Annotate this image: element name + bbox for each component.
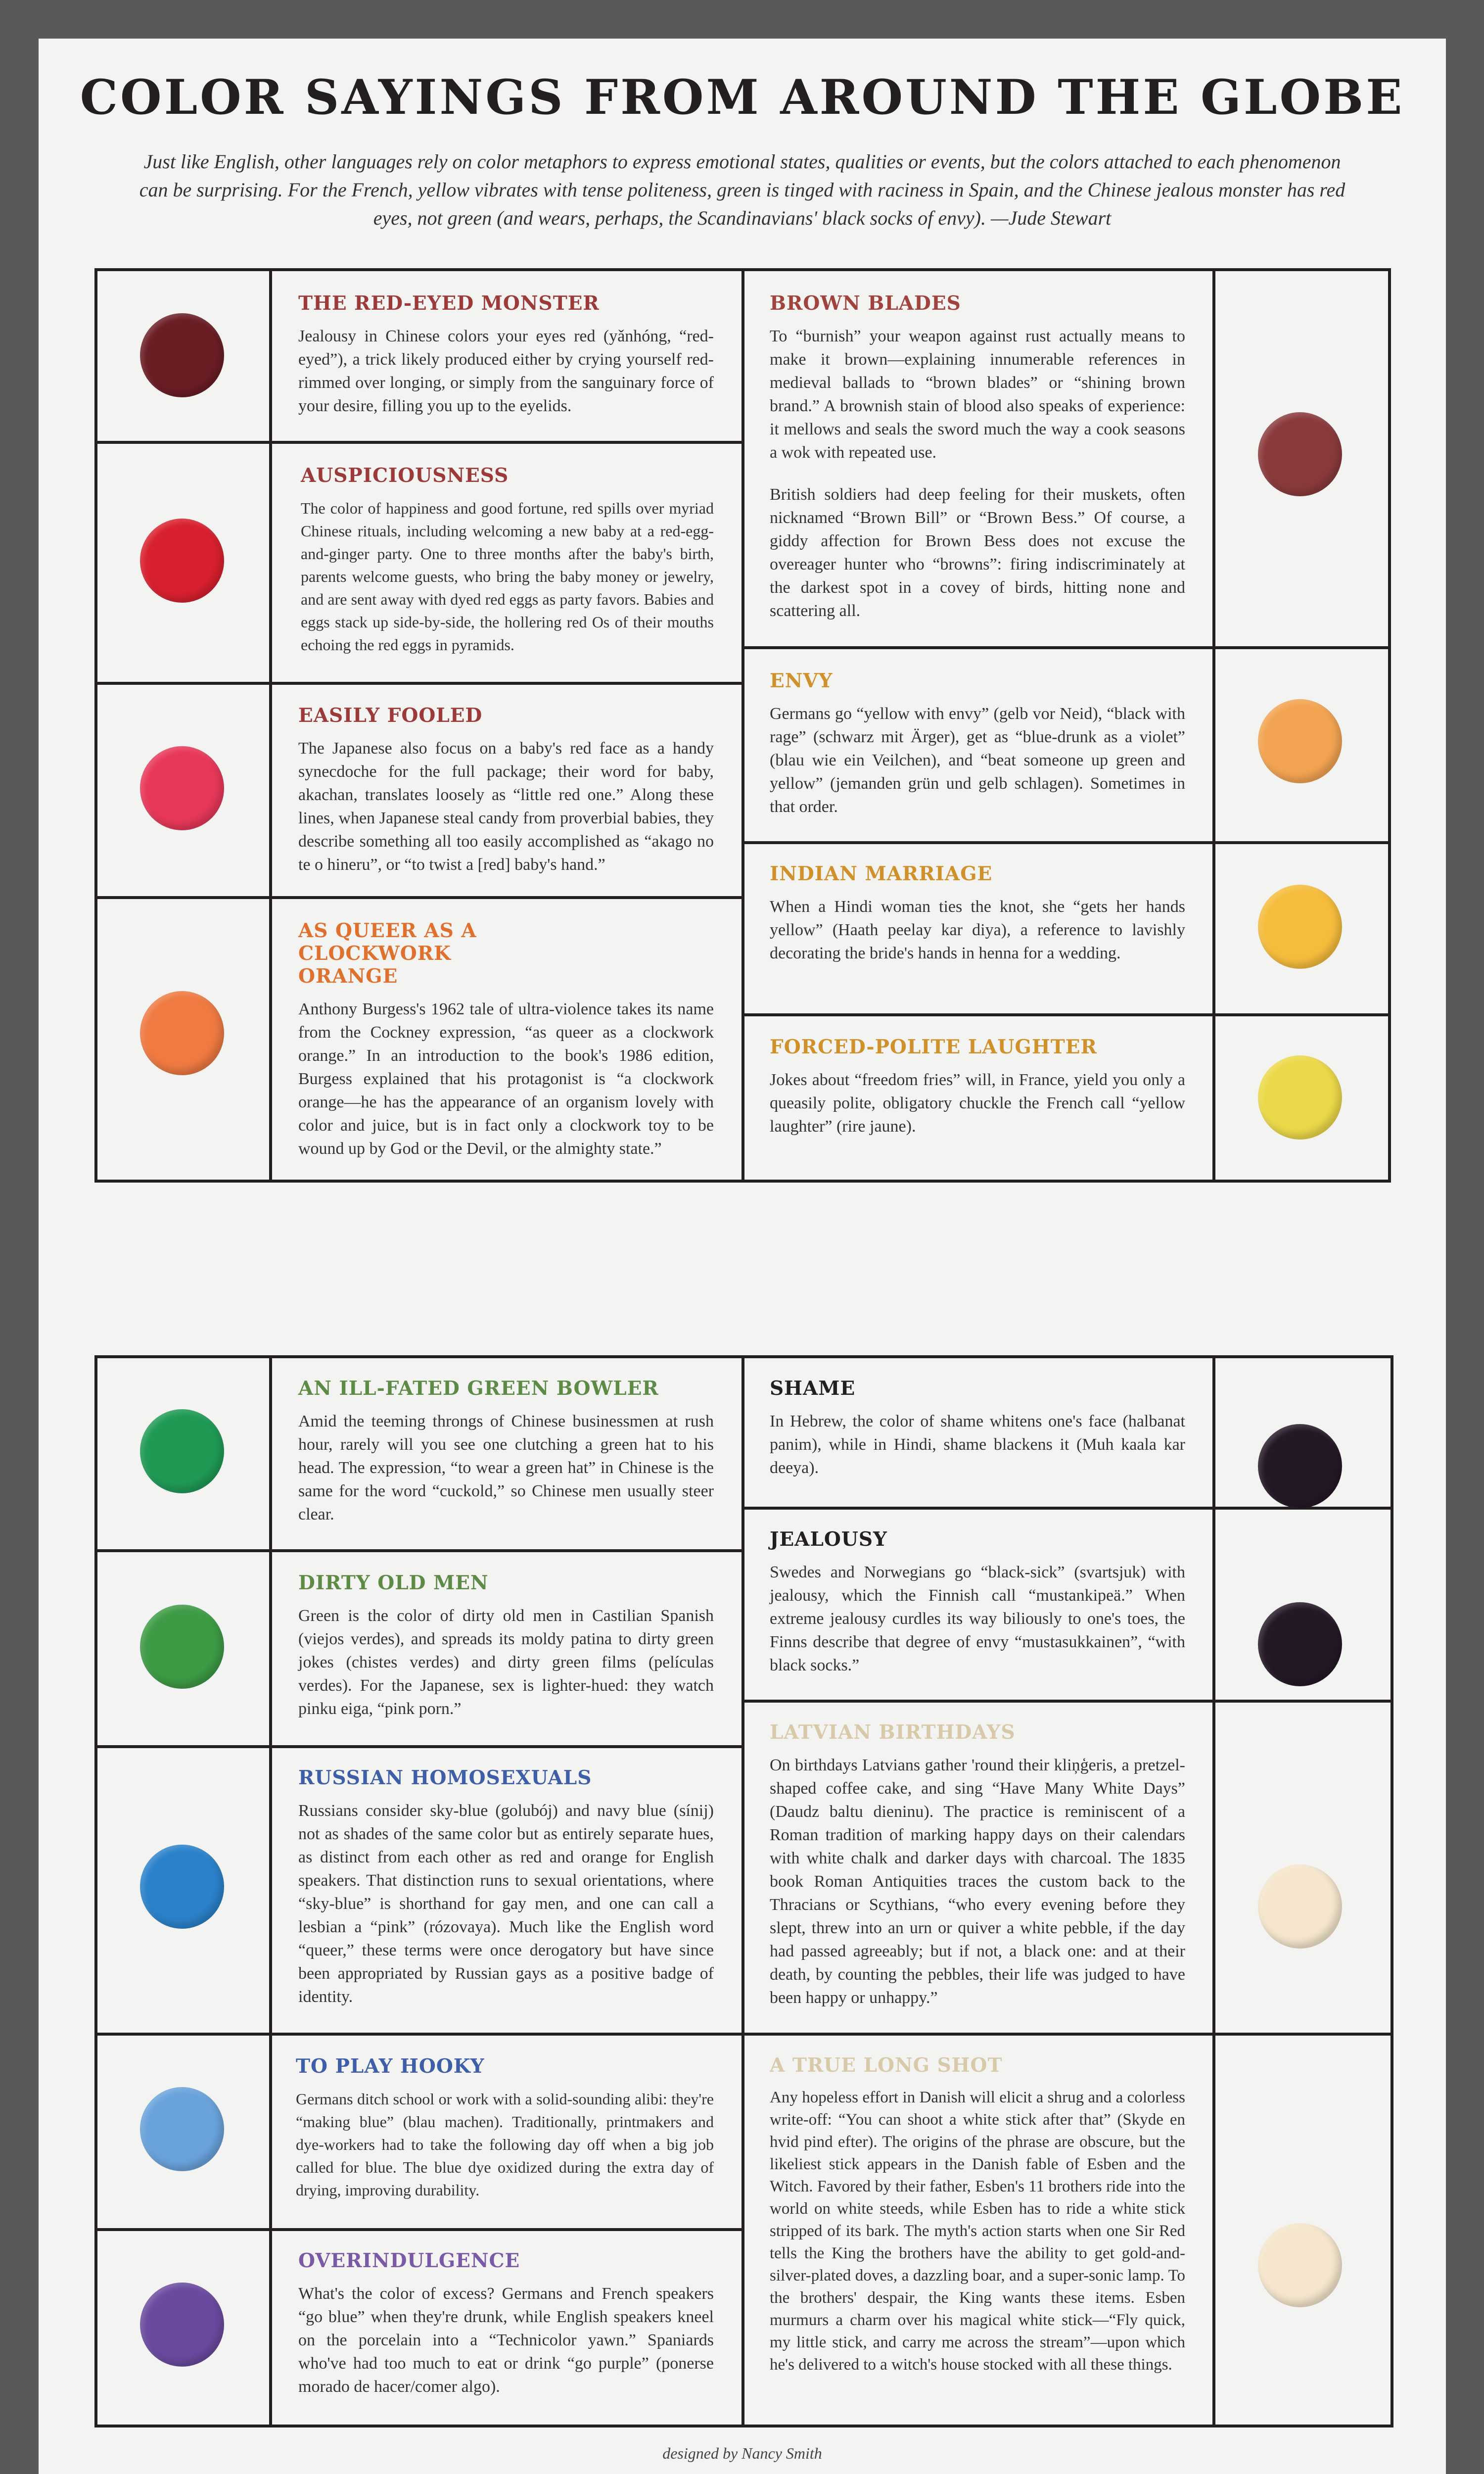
divider	[94, 1745, 743, 1748]
poster-sheet	[39, 39, 1446, 2474]
saying-text: To “burnish” your weapon against rust actually means to make it brown—explaining innumerable references in medieval ballads to “brown blades” or “shining brown brand.” A brownish stain of blood also speaks of experience: it mellows and seals the sword much the way a cook seasons a wok with repeated use.	[770, 327, 1185, 462]
saying-forced-laughter	[770, 1036, 1185, 1138]
page-title: COLOR SAYINGS FROM AROUND THE GLOBE	[80, 69, 1405, 125]
saying-latvian	[770, 1721, 1185, 2009]
divider	[742, 2033, 1393, 2036]
saying-shame	[770, 1377, 1185, 1479]
color-swatch	[1258, 885, 1342, 969]
saying-clockwork-orange	[298, 919, 714, 1160]
saying-title: LATVIAN BIRTHDAYS	[770, 1721, 1016, 1744]
designer-credit: designed by Nancy Smith	[662, 2444, 822, 2462]
divider	[94, 441, 743, 444]
color-swatch	[1258, 412, 1342, 496]
saying-title: AS QUEER AS A CLOCKWORK ORANGE	[298, 919, 477, 988]
color-swatch	[1258, 1055, 1342, 1140]
saying-text: The color of happiness and good fortune, red spills over myriad Chinese rituals, including welcoming a new baby at a red-egg-and-ginger party. One to three months after the baby's birth, parents welcome guests, who bring the baby money or jewelry, and are sent away with dyed red eggs as party favors. Babies and eggs stack up side-by-side, the hollering red Os of their mouths echoing the red eggs in pyramids.	[301, 499, 714, 654]
saying-title: A TRUE LONG SHOT	[770, 2054, 1003, 2077]
saying-text: Any hopeless effort in Danish will elicit a shrug and a colorless write-off: “You can shoot a white stick after that” (Skyde en hvid pind efter). The origins of the phrase are obscure, but the likeliest stick appears in the Danish fable of Esben and the Witch. Favored by their father, Esben's 11 brothers ride into the world on white steeds, while Esben has to ride a white stick stripped of its bark. The myth's action starts when one Sir Red tells the King the brothers have the ability to get gold-and-silver-plated doves, a dazzling boar, and a super-sonic lamp. To the brothers' despair, the King wants these items. Esben murmurs a charm over his magical white stick—“Fly quick, my little stick, and carry me across the stream”—upon which he's delivered to a witch's house stocked with all these things.	[770, 2089, 1185, 2374]
saying-text: Swedes and Norwegians go “black-sick” (svartsjuk) with jealousy, which the Finnish call “mustankipeä.” When extreme jealousy curdles its way biliously to one's toes, the Finns describe that degree of envy “mustasukkainen”, “with black socks.”	[770, 1563, 1185, 1674]
saying-easily-fooled	[298, 704, 714, 876]
saying-title: EASILY FOOLED	[298, 704, 483, 727]
saying-text: Jokes about “freedom fries” will, in France, yield you only a queasily polite, obligatory chuckle the French call “yellow laughter” (rire jaune).	[770, 1071, 1185, 1136]
saying-auspiciousness	[301, 464, 714, 656]
color-swatch	[140, 2283, 224, 2367]
saying-envy	[770, 669, 1185, 818]
saying-title: BROWN BLADES	[770, 292, 961, 315]
divider	[94, 2033, 743, 2036]
divider	[742, 1013, 1391, 1016]
divider	[742, 646, 1391, 649]
saying-text: What's the color of excess? Germans and French speakers “go blue” when they're drunk, while English speakers kneel on the porcelain into a “Technicolor yawn.” Spaniards who've had too much to eat or drink “go purple” (ponerse morado de hacer/comer algo).	[298, 2284, 714, 2396]
color-swatch	[140, 746, 224, 830]
saying-brown-blades	[770, 292, 1185, 622]
color-swatch	[140, 519, 224, 603]
saying-title: TO PLAY HOOKY	[296, 2055, 485, 2078]
divider	[94, 896, 743, 899]
saying-title: INDIAN MARRIAGE	[770, 862, 993, 885]
color-swatch	[1258, 1424, 1342, 1508]
saying-text: Germans go “yellow with envy” (gelb vor Neid), “black with rage” (schwarz mit Ärger), get as “blue-drunk as a violet” (blau wie ein Veilchen), and “beat someone up green and yellow” (jemanden grün und gelb schlagen). Sometimes in that order.	[770, 705, 1185, 816]
color-swatch	[140, 1605, 224, 1689]
color-swatch	[1258, 1864, 1342, 1949]
divider	[94, 682, 743, 685]
saying-title: AN ILL-FATED GREEN BOWLER	[298, 1377, 659, 1400]
saying-indian-marriage	[770, 862, 1185, 965]
saying-text: Jealousy in Chinese colors your eyes red (yǎnhóng, “red-eyed”), a trick likely produced either by crying yourself red-rimmed over longing, or simply from the sanguinary force of your desire, filling you up to the eyelids.	[298, 327, 714, 415]
saying-title: DIRTY OLD MEN	[298, 1571, 489, 1594]
divider	[269, 268, 272, 1183]
color-swatch	[140, 1409, 224, 1493]
saying-overindulgence	[298, 2249, 714, 2398]
saying-green-bowler	[298, 1377, 714, 1526]
saying-title: JEALOUSY	[770, 1528, 887, 1551]
color-swatch	[1258, 699, 1342, 783]
saying-text: Anthony Burgess's 1962 tale of ultra-violence takes its name from the Cockney expression, “as queer as a clockwork orange.” In an introduction to the book's 1986 edition, Burgess explained that his protagonist is “a clockwork orange—he has the appearance of an organism lovely with color and juice, but is in fact only a clockwork toy to be wound up by God or the Devil, or the almighty state.”	[298, 1000, 714, 1158]
color-swatch	[1258, 2223, 1342, 2307]
saying-title: FORCED-POLITE LAUGHTER	[770, 1036, 1097, 1058]
saying-hooky	[296, 2055, 714, 2201]
divider	[742, 1700, 1393, 1703]
saying-text: In Hebrew, the color of shame whitens one's face (halbanat panim), while in Hindi, shame blackens it (Muh kaala kar deeya).	[770, 1412, 1185, 1477]
intro-text: Just like English, other languages rely on color metaphors to express emotional states, qualities or events, but the colors attached to each phenomenon can be surprising. For the French, yellow vibrates with tense politeness, green is tinged with raciness in Spain, and the Chinese jealous monster has red eyes, not green (and wears, perhaps, the Scandinavians' black socks of envy). —Jude Stewart	[139, 150, 1345, 229]
divider	[94, 2228, 743, 2231]
saying-title: AUSPICIOUSNESS	[301, 464, 509, 487]
saying-russian	[298, 1766, 714, 2008]
saying-text: The Japanese also focus on a baby's red face as a handy synecdoche for the full package; their word for baby, akachan, translates loosely as “little red one.” Along these lines, when Japanese steal candy from proverbial babies, they describe something all too easily accomplished as “akago no te o hineru”, or “to twist a [red] baby's hand.”	[298, 739, 714, 874]
saying-title: RUSSIAN HOMOSEXUALS	[298, 1766, 592, 1789]
color-swatch	[140, 2087, 224, 2171]
divider	[1212, 268, 1215, 1183]
saying-text-2: British soldiers had deep feeling for their muskets, often nicknamed “Brown Bill” or “Brown Bess.” Of course, a giddy affection for Brown Bess does not excuse the overeager hunter who “browns”: firing indiscriminately at the darkest spot in a covey of birds, hitting none and scattering all.	[770, 485, 1185, 620]
divider	[1212, 1355, 1215, 2427]
saying-title: THE RED-EYED MONSTER	[298, 292, 600, 315]
saying-dirty-old-men	[298, 1571, 714, 1720]
saying-text: Amid the teeming throngs of Chinese businessmen at rush hour, rarely will you see one clutching a green hat to his head. The expression, “to wear a green hat” in Chinese is the same for the word “cuckold,” so Chinese men usually steer clear.	[298, 1412, 714, 1523]
saying-text: When a Hindi woman ties the knot, she “gets her hands yellow” (Haath peelay kar diya), a reference to lavishly decorating the bride's hands in henna for a wedding.	[770, 898, 1185, 962]
saying-jealousy	[770, 1528, 1185, 1677]
color-swatch	[140, 991, 224, 1075]
color-swatch	[140, 1845, 224, 1929]
saying-text: Green is the color of dirty old men in Castilian Spanish (viejos verdes), and spreads its moldy patina to dirty green jokes (chistes verdes) and dirty green films (películas verdes). For the Japanese, sex is lighter-hued: they watch pinku eiga, “pink porn.”	[298, 1607, 714, 1718]
saying-title: SHAME	[770, 1377, 856, 1400]
saying-text: Germans ditch school or work with a solid-sounding alibi: they're “making blue” (blau machen). Traditionally, printmakers and dye-workers had to take the following day off when a big job called for blue. The blue dye oxidized during the extra day of drying, improving durability.	[296, 2090, 714, 2199]
color-swatch	[1258, 1602, 1342, 1686]
divider	[94, 1549, 743, 1552]
divider	[742, 841, 1391, 844]
saying-red-eyed-monster	[298, 292, 714, 418]
divider	[742, 1355, 744, 2427]
divider	[269, 1355, 272, 2427]
saying-title: ENVY	[770, 669, 833, 692]
saying-text: On birthdays Latvians gather 'round their kliņģeris, a pretzel-shaped coffee cake, and sing “Have Many White Days” (Daudz baltu dieninu). The practice is reminiscent of a Roman tradition of marking happy days on their calendars with white chalk and darker days with charcoal. The 1835 book Roman Antiquities traces the custom back to the Thracians or Scythians, “who every evening before they slept, threw into an urn or quiver a white pebble, if the day had passed agreeably; but if not, a black one: and at their death, by counting the pebbles, their life was judged to have been happy or unhappy.”	[770, 1756, 1185, 2007]
color-swatch	[140, 313, 224, 397]
divider	[742, 268, 744, 1183]
saying-text: Russians consider sky-blue (golubój) and navy blue (sínij) not as shades of the same color but as entirely separate hues, as distinct from each other as red and orange for English speakers. That distinction runs to sexual orientations, where “sky-blue” is shorthand for gay men, and one can call a lesbian a “pink” (rózovaya). Much like the English word “queer,” these terms were once derogatory but have since been appropriated by Russian gays as a positive badge of identity.	[298, 1802, 714, 2006]
saying-title: OVERINDULGENCE	[298, 2249, 520, 2272]
saying-long-shot	[770, 2054, 1185, 2376]
